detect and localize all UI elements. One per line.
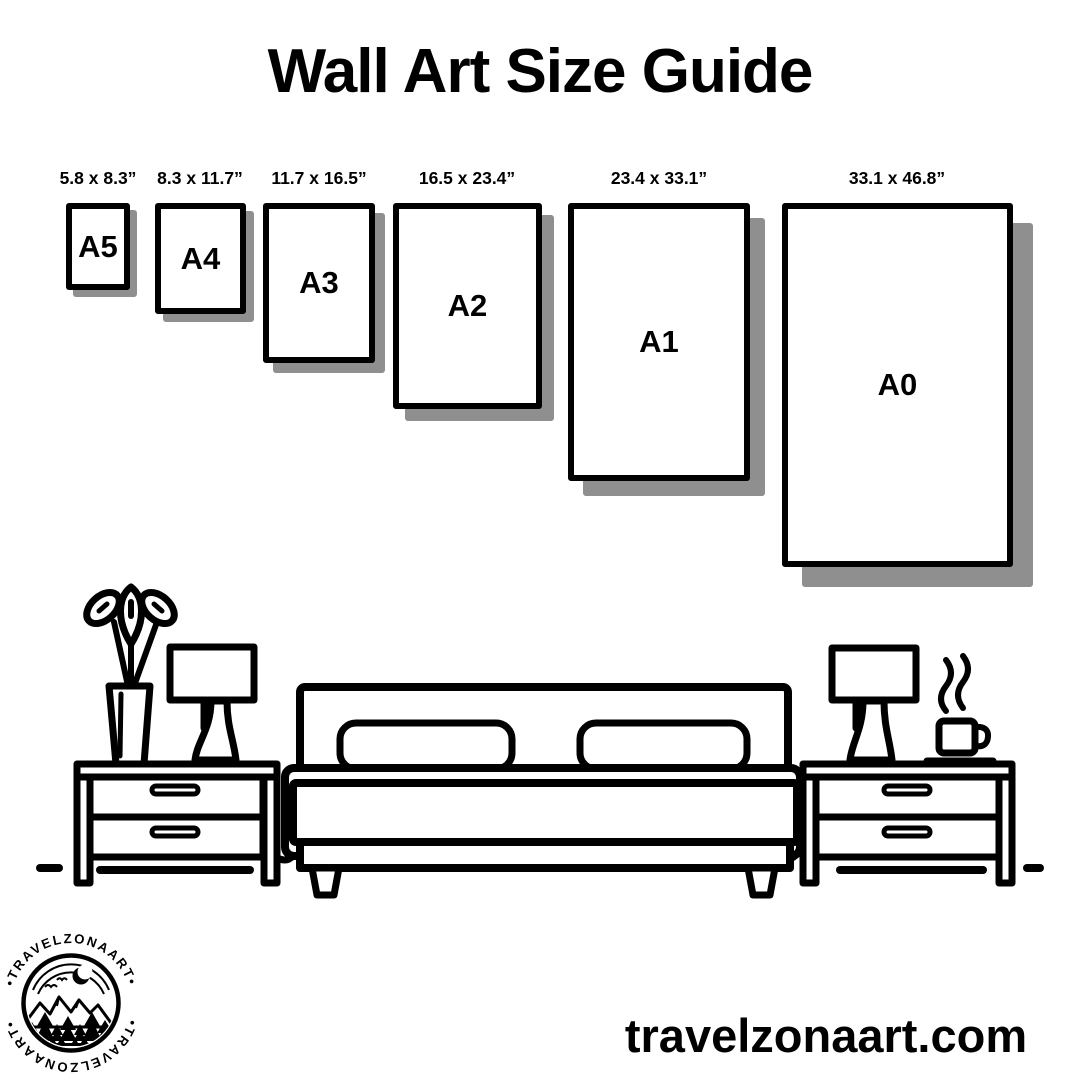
size-name-a0: A0: [877, 367, 918, 402]
size-card-a3: [263, 203, 375, 363]
dimension-label-a3: 11.7 x 16.5”: [271, 168, 367, 188]
size-card-a0: [782, 203, 1013, 567]
dimension-label-a1: 23.4 x 33.1”: [610, 168, 708, 188]
size-card-a4: [155, 203, 246, 314]
dimension-label-a0: 33.1 x 46.8”: [848, 168, 946, 188]
coffee-cup-icon: [927, 656, 993, 761]
size-name-a3: A3: [299, 265, 339, 300]
size-name-a1: A1: [639, 324, 679, 359]
size-name-a2: A2: [447, 288, 488, 323]
size-card-a5: [66, 203, 130, 290]
bedroom-scene: [0, 580, 1080, 910]
table-lamp-right-icon: [832, 648, 916, 760]
nightstand-left-icon: [77, 764, 277, 883]
brand-logo-badge: [0, 926, 145, 1078]
size-card-a1: [568, 203, 750, 481]
size-name-a4: A4: [180, 240, 221, 276]
dimension-label-a5: 5.8 x 8.3”: [59, 168, 137, 188]
badge-text-top: •TRAVELZONAART•: [1, 930, 141, 988]
page-title: Wall Art Size Guide: [267, 37, 813, 106]
size-name-a5: A5: [78, 228, 118, 264]
dimension-label-a4: 8.3 x 11.7”: [157, 168, 243, 188]
table-lamp-left-icon: [170, 647, 254, 760]
website-url: travelzonaart.com: [624, 1009, 1028, 1062]
nightstand-right-icon: [803, 764, 1012, 883]
badge-text-bottom: •TRAVELZONAART•: [1, 1018, 141, 1076]
size-card-a2: [393, 203, 542, 409]
bed-icon: [280, 687, 802, 895]
dimension-label-a2: 16.5 x 23.4”: [418, 168, 516, 188]
plant-vase-icon: [81, 586, 180, 764]
